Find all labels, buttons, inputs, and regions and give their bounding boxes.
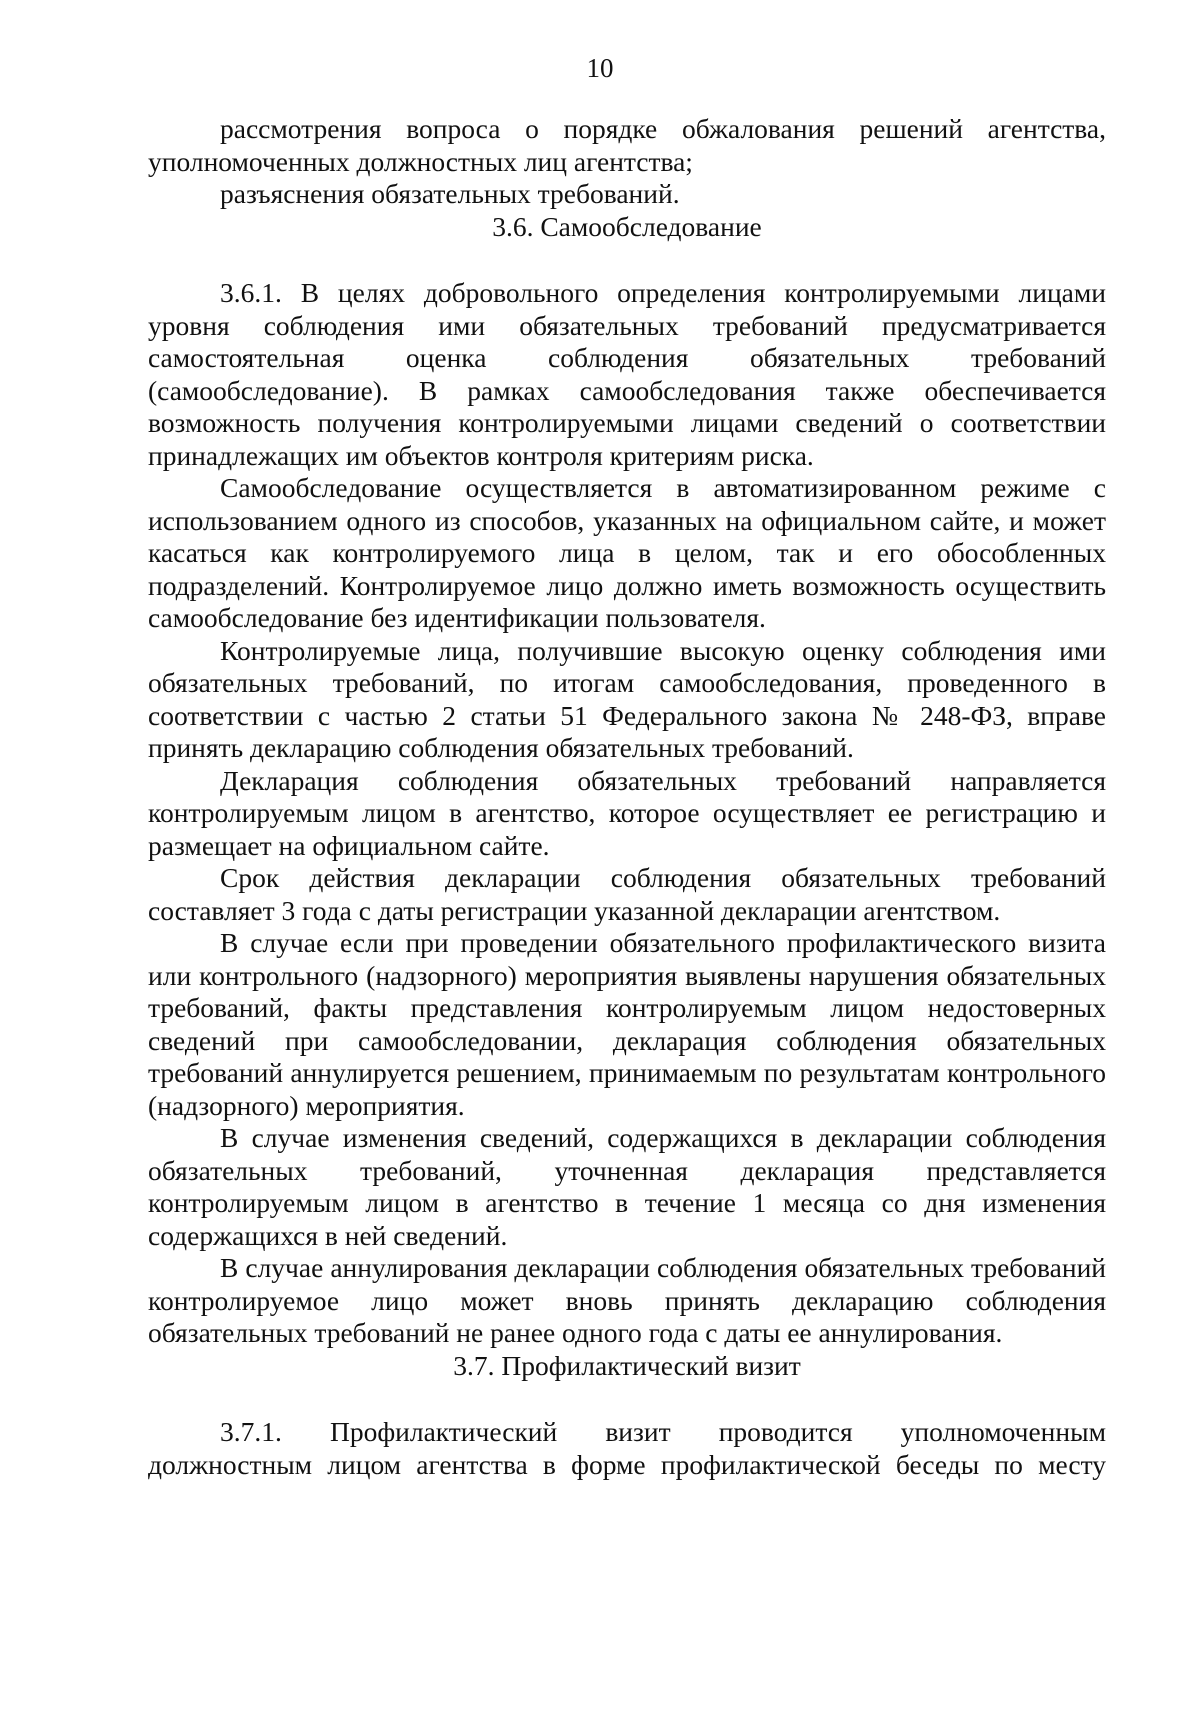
- paragraph: В случае если при проведении обязательного профилактического визита или контрольного (надзорного) мероприятия выявлены нарушения обязательных требований, факты представления контролируемым лицом недостоверных сведений при самообследовании, декларация соблюдения обязательных требований аннулируется решением, принимаемым по результатам контрольного (надзорного) мероприятия.: [148, 927, 1106, 1121]
- section-heading: 3.6. Самообследование: [492, 210, 762, 242]
- section-3-6-body: [148, 277, 1106, 1350]
- paragraph: В случае аннулирования декларации соблюдения обязательных требований контролируемое лицо может вновь принять декларацию соблюдения обязательных требований не ранее одного года с даты ее аннулирования.: [148, 1252, 1106, 1348]
- paragraph: В случае изменения сведений, содержащихся в декларации соблюдения обязательных требований, уточненная декларация представляется контролируемым лицом в агентство в течение 1 месяца со дня изменения содержащихся в ней сведений.: [148, 1122, 1106, 1251]
- paragraph: Самообследование осуществляется в автоматизированном режиме с использованием одного из способов, указанных на официальном сайте, и может касаться как контролируемого лица в целом, так и его обособленных подразделений. Контролируемое лицо должно иметь возможность осуществить самообследование без идентификации пользователя.: [148, 472, 1106, 633]
- paragraph: Контролируемые лица, получившие высокую оценку соблюдения ими обязательных требований, по итогам самообследования, проведенного в соответствии с частью 2 статьи 51 Федерального закона № 248-ФЗ, вправе принять декларацию соблюдения обязательных требований.: [148, 634, 1106, 763]
- document-body: [148, 113, 1106, 1481]
- paragraph: 3.6.1. В целях добровольного определения контролируемыми лицами уровня соблюдения ими обязательных требований предусматривается самостоятельная оценка соблюдения обязательных требований (самообследование). В рамках самообследования также обеспечивается возможность получения контролируемыми лицами сведений о соответствии принадлежащих им объектов контроля критериям риска.: [148, 277, 1106, 471]
- section-3-7-body: [148, 1416, 1106, 1481]
- paragraph: разъяснения обязательных требований.: [220, 178, 680, 209]
- paragraph: Срок действия декларации соблюдения обязательных требований составляет 3 года с даты регистрации указанной декларации агентством.: [148, 862, 1106, 926]
- paragraph: Декларация соблюдения обязательных требований направляется контролируемым лицом в агентство, которое осуществляет ее регистрацию и размещает на официальном сайте.: [148, 764, 1106, 861]
- paragraph: 3.7.1. Профилактический визит проводится уполномоченным должностным лицом агентства в форме профилактической беседы по месту: [148, 1416, 1106, 1480]
- section-heading: 3.7. Профилактический визит: [453, 1349, 801, 1381]
- page-number: 10: [586, 53, 614, 83]
- paragraph: рассмотрения вопроса о порядке обжалования решений агентства, уполномоченных должностных лиц агентства;: [148, 113, 1106, 177]
